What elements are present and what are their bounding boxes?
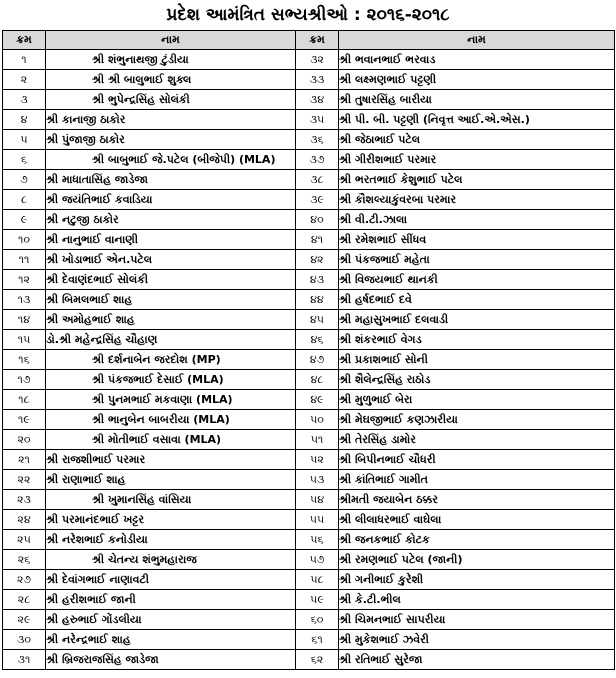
table-body	[3, 50, 615, 670]
member-name-right: શ્રી વિજયભાઈ થાનકી	[339, 270, 615, 290]
member-name-left: શ્રી માધાતાસિંહ જાડેજા	[46, 170, 296, 190]
member-name-left: શ્રી ચેતન્ય શંભુમહારાજ	[46, 550, 296, 570]
table-row	[3, 150, 615, 170]
serial-left: ૯	[3, 210, 46, 230]
serial-right: ૫૯	[296, 590, 339, 610]
serial-right: ૪૧	[296, 230, 339, 250]
serial-left: ૨૨	[3, 470, 46, 490]
serial-left: ૭	[3, 170, 46, 190]
serial-right: ૪૭	[296, 350, 339, 370]
serial-right: ૩૮	[296, 170, 339, 190]
serial-right: ૫૭	[296, 550, 339, 570]
member-name-left: શ્રી ભુપેન્દ્રસિંહ સોલંકી	[46, 90, 296, 110]
serial-left: ૧૫	[3, 330, 46, 350]
serial-left: ૧૮	[3, 390, 46, 410]
serial-left: ૨૯	[3, 610, 46, 630]
member-name-right: શ્રી રતિભાઈ સુરેજા	[339, 650, 615, 670]
table-row	[3, 190, 615, 210]
member-name-left: શ્રી નાનુભાઈ વાનાણી	[46, 230, 296, 250]
member-name-right: શ્રી પ્રકાશભાઈ સોની	[339, 350, 615, 370]
table-row	[3, 70, 615, 90]
member-name-left: શ્રી ખુમાનસિંહ વાંસિયા	[46, 490, 296, 510]
member-name-left: શ્રી કાનાજી ઠાકોર	[46, 110, 296, 130]
member-name-left: શ્રી નટુજી ઠાકોર	[46, 210, 296, 230]
serial-left: ૧	[3, 50, 46, 70]
serial-right: ૫૧	[296, 430, 339, 450]
table-row	[3, 250, 615, 270]
member-name-right: શ્રી બિપીનભાઈ ચૌધરી	[339, 450, 615, 470]
serial-left: ૨૧	[3, 450, 46, 470]
member-name-left: શ્રી નરેશભાઈ કનોડીયા	[46, 530, 296, 550]
member-name-right: શ્રી જનકભાઈ કોટક	[339, 530, 615, 550]
serial-left: ૧૧	[3, 250, 46, 270]
serial-left: ૧૩	[3, 290, 46, 310]
serial-left: ૨૪	[3, 510, 46, 530]
serial-right: ૫૬	[296, 530, 339, 550]
table-row	[3, 410, 615, 430]
serial-left: ૨૫	[3, 530, 46, 550]
serial-left: ૨૩	[3, 490, 46, 510]
member-name-left: શ્રી રાણાભાઈ શાહ	[46, 470, 296, 490]
member-name-right: શ્રી મુળુભાઈ બેરા	[339, 390, 615, 410]
serial-left: ૩	[3, 90, 46, 110]
table-row	[3, 470, 615, 490]
table-row	[3, 290, 615, 310]
table-row	[3, 230, 615, 250]
serial-left: ૨૦	[3, 430, 46, 450]
member-name-right: શ્રી રમણભાઈ પટેલ (જાની)	[339, 550, 615, 570]
serial-right: ૫૪	[296, 490, 339, 510]
member-name-right: શ્રી પંકજભાઈ મહેતા	[339, 250, 615, 270]
member-name-right: શ્રી મેઘજીભાઈ કણઝારીયા	[339, 410, 615, 430]
header-serial-right: ક્રમ	[296, 31, 339, 50]
member-name-left: શ્રી શંભુનાથજી ટુંડીયા	[46, 50, 296, 70]
table-header-row	[3, 31, 615, 50]
serial-right: ૪૯	[296, 390, 339, 410]
member-name-left: શ્રી દેવાણંદભાઈ સોલંકી	[46, 270, 296, 290]
table-row	[3, 110, 615, 130]
table-row	[3, 590, 615, 610]
table-row	[3, 270, 615, 290]
serial-left: ૧૦	[3, 230, 46, 250]
member-name-right: શ્રી ગનીભાઈ કુરેશી	[339, 570, 615, 590]
serial-right: ૫૦	[296, 410, 339, 430]
member-name-right: શ્રી હર્ષદભાઈ દવે	[339, 290, 615, 310]
serial-left: ૬	[3, 150, 46, 170]
member-name-left: શ્રી હરીશભાઈ જાની	[46, 590, 296, 610]
table-row	[3, 430, 615, 450]
member-name-right: શ્રી રમેશભાઈ સીંધવ	[339, 230, 615, 250]
serial-right: ૫૨	[296, 450, 339, 470]
member-name-right: શ્રી તુષારસિંહ બારીયા	[339, 90, 615, 110]
serial-left: ૧૬	[3, 350, 46, 370]
serial-left: ૨	[3, 70, 46, 90]
table-row	[3, 390, 615, 410]
table-row	[3, 650, 615, 670]
member-name-right: શ્રી લીલાધરભાઈ વાઘેલા	[339, 510, 615, 530]
table-row	[3, 610, 615, 630]
serial-right: ૩૬	[296, 130, 339, 150]
serial-right: ૪૦	[296, 210, 339, 230]
member-name-left: શ્રી બિમલભાઈ શાહ	[46, 290, 296, 310]
serial-left: ૩૦	[3, 630, 46, 650]
header-name-left: નામ	[46, 31, 296, 50]
member-name-right: શ્રી લક્ષ્મણભાઈ પટ્ટણી	[339, 70, 615, 90]
member-name-left: શ્રી પુંજાજી ઠાકોર	[46, 130, 296, 150]
table-row	[3, 350, 615, 370]
header-name-right: નામ	[339, 31, 615, 50]
serial-right: ૩૪	[296, 90, 339, 110]
member-name-left: શ્રી દેવાંગભાઈ નાણાવટી	[46, 570, 296, 590]
serial-right: ૬૦	[296, 610, 339, 630]
serial-right: ૩૩	[296, 70, 339, 90]
serial-right: ૩૯	[296, 190, 339, 210]
member-name-left: શ્રી દર્શનાબેન જરદોશ (MP)	[46, 350, 296, 370]
member-name-right: શ્રી મહાસુખભાઈ દલવાડી	[339, 310, 615, 330]
member-name-left: શ્રી બાબુભાઈ જે.પટેલ (બીજેપી) (MLA)	[46, 150, 296, 170]
serial-right: ૫૩	[296, 470, 339, 490]
table-row	[3, 370, 615, 390]
serial-right: ૫૫	[296, 510, 339, 530]
member-name-right: શ્રી ચિમનભાઈ સાપરીયા	[339, 610, 615, 630]
serial-right: ૪૮	[296, 370, 339, 390]
member-name-left: શ્રી મોતીભાઈ વસાવા (MLA)	[46, 430, 296, 450]
member-name-right: શ્રી ભરતભાઈ કેશુભાઈ પટેલ	[339, 170, 615, 190]
header-serial-left: ક્રમ	[3, 31, 46, 50]
table-row	[3, 50, 615, 70]
serial-left: ૨૬	[3, 550, 46, 570]
serial-right: ૬૨	[296, 650, 339, 670]
member-name-right: શ્રી ભવાનભાઈ ભરવાડ	[339, 50, 615, 70]
members-table	[2, 30, 615, 670]
table-row	[3, 570, 615, 590]
table-row	[3, 490, 615, 510]
serial-right: ૩૨	[296, 50, 339, 70]
serial-left: ૧૯	[3, 410, 46, 430]
member-name-left: શ્રી બ્રિજરાજસિંહ જાડેજા	[46, 650, 296, 670]
member-name-right: શ્રી કે.ટી.ભીલ	[339, 590, 615, 610]
serial-left: ૪	[3, 110, 46, 130]
member-name-left: શ્રી જયંતિભાઈ કવાડિયા	[46, 190, 296, 210]
serial-left: ૨૮	[3, 590, 46, 610]
serial-right: ૬૧	[296, 630, 339, 650]
member-name-right: શ્રી વી.ટી.ઝાલા	[339, 210, 615, 230]
table-row	[3, 510, 615, 530]
serial-left: ૫	[3, 130, 46, 150]
member-name-right: શ્રી તેરસિંહ ડામોર	[339, 430, 615, 450]
serial-right: ૩૭	[296, 150, 339, 170]
table-row	[3, 530, 615, 550]
member-name-right: શ્રી ગીરીશભાઈ પરમાર	[339, 150, 615, 170]
serial-left: ૨૭	[3, 570, 46, 590]
member-name-right: શ્રી જેઠાભાઈ પટેલ	[339, 130, 615, 150]
table-row	[3, 130, 615, 150]
serial-right: ૪૫	[296, 310, 339, 330]
member-name-left: શ્રી પંકજભાઈ દેસાઈ (MLA)	[46, 370, 296, 390]
serial-right: ૩૫	[296, 110, 339, 130]
table-row	[3, 170, 615, 190]
member-name-left: શ્રી નરેન્દ્રભાઈ શાહ	[46, 630, 296, 650]
serial-left: ૮	[3, 190, 46, 210]
member-name-left: શ્રી હરુભાઈ ગોંડલીયા	[46, 610, 296, 630]
member-name-left: શ્રી ભાનુબેન બાબરીયા (MLA)	[46, 410, 296, 430]
member-name-right: શ્રી કૌશલ્યાકુંવરબા પરમાર	[339, 190, 615, 210]
member-name-left: શ્રી રાજશીભાઈ પરમાર	[46, 450, 296, 470]
serial-right: ૪૩	[296, 270, 339, 290]
member-name-right: શ્રીમતી જયાબેન ઠક્કર	[339, 490, 615, 510]
member-name-right: શ્રી પી. બી. પટ્ટણી (નિવૃત્ત આઈ.એ.એસ.)	[339, 110, 615, 130]
serial-right: ૪૨	[296, 250, 339, 270]
member-name-right: શ્રી કાંતિભાઈ ગામીત	[339, 470, 615, 490]
table-row	[3, 310, 615, 330]
serial-left: ૧૭	[3, 370, 46, 390]
member-name-right: શ્રી શૈલેન્દ્રસિંહ રાઠોડ	[339, 370, 615, 390]
member-name-right: શ્રી મુકેશભાઈ ઝવેરી	[339, 630, 615, 650]
table-row	[3, 330, 615, 350]
serial-right: ૪૬	[296, 330, 339, 350]
table-row	[3, 210, 615, 230]
serial-right: ૫૮	[296, 570, 339, 590]
member-name-right: શ્રી શંકરભાઈ વેગડ	[339, 330, 615, 350]
member-name-left: શ્રી ખોડાભાઈ એન.પટેલ	[46, 250, 296, 270]
serial-left: ૧૨	[3, 270, 46, 290]
table-row	[3, 450, 615, 470]
table-row	[3, 630, 615, 650]
page-title: પ્રદેશ આમંત્રિત સભ્યશ્રીઓ : ૨૦૧૬-૨૦૧૮	[166, 5, 450, 25]
table-row	[3, 550, 615, 570]
member-name-left: શ્રી શ્રી બાલુભાઈ શુક્લ	[46, 70, 296, 90]
member-name-left: શ્રી પુનમભાઈ મકવાણા (MLA)	[46, 390, 296, 410]
serial-right: ૪૪	[296, 290, 339, 310]
member-name-left: શ્રી અમોહભાઈ શાહ	[46, 310, 296, 330]
serial-left: ૧૪	[3, 310, 46, 330]
member-name-left: ડો.શ્રી મહેન્દ્રસિંહ ચૌહાણ	[46, 330, 296, 350]
table-row	[3, 90, 615, 110]
member-name-left: શ્રી પરમાનંદભાઈ ખટ્ટર	[46, 510, 296, 530]
serial-left: ૩૧	[3, 650, 46, 670]
